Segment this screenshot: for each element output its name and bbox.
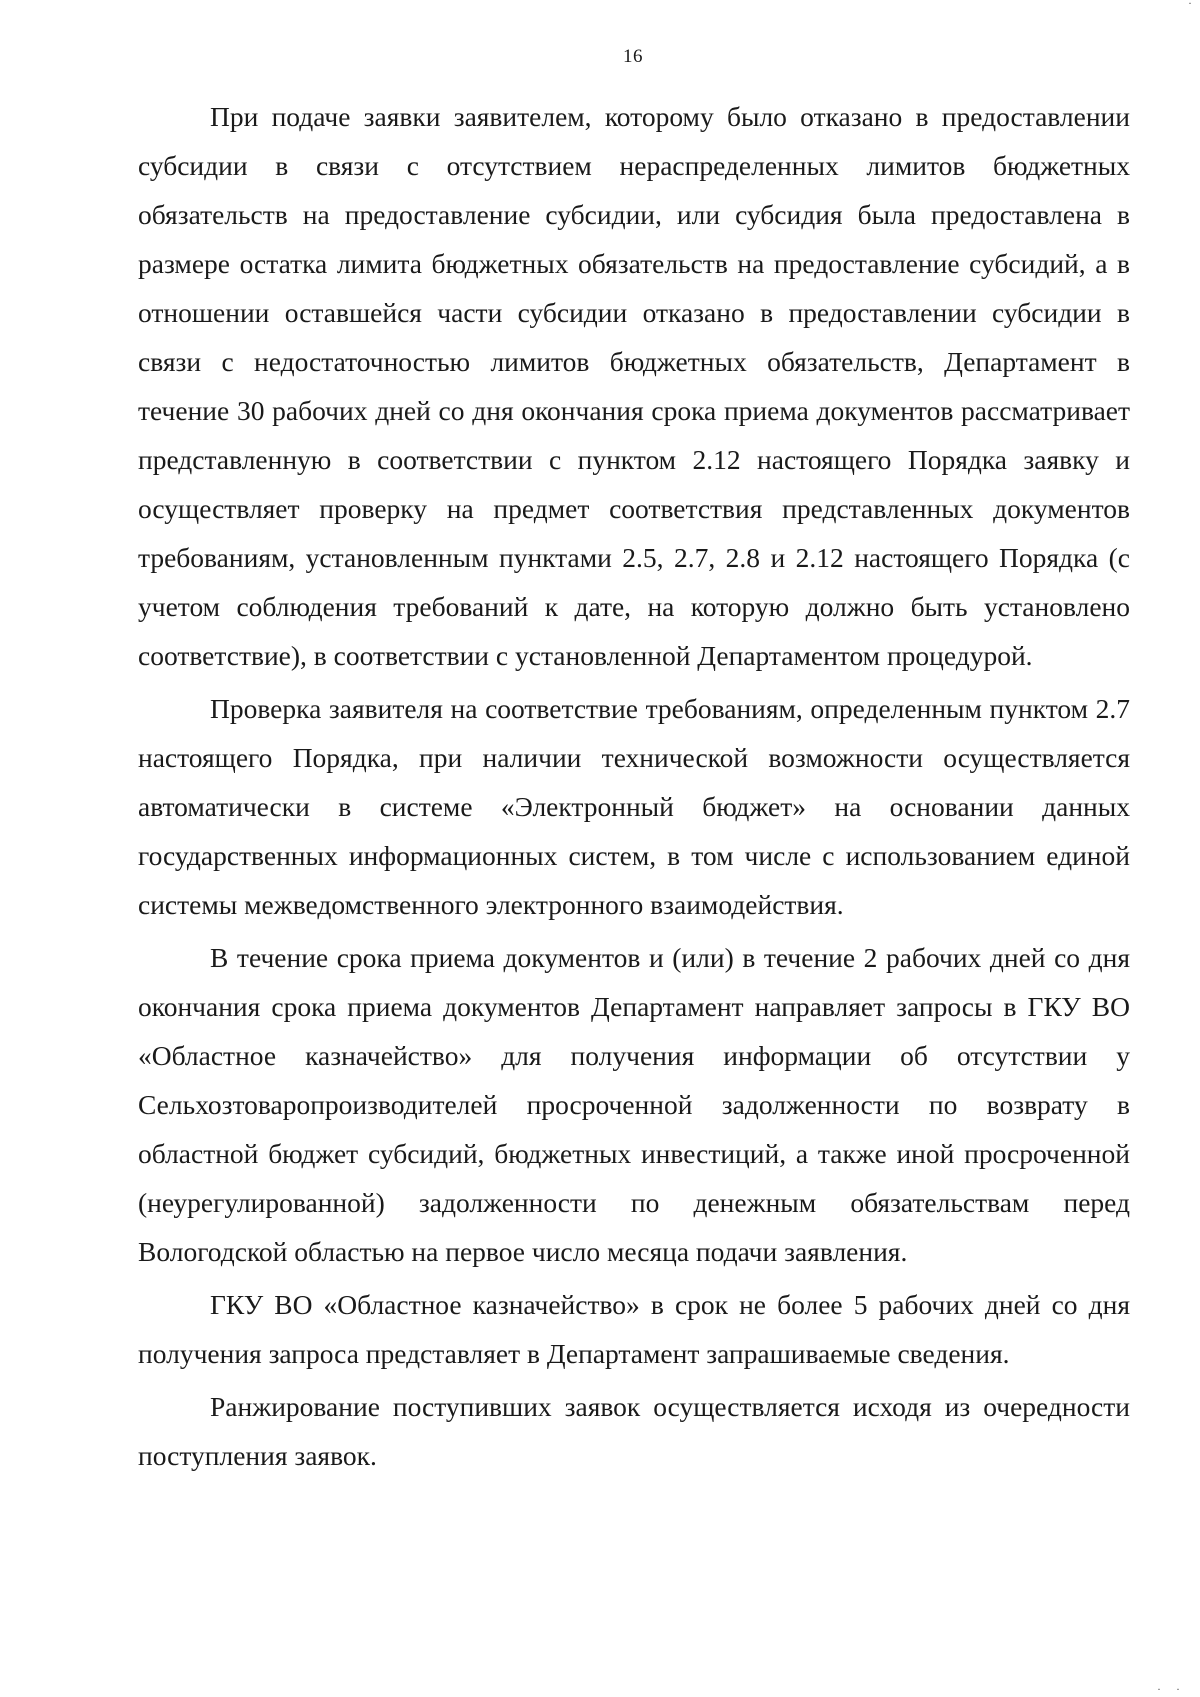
scan-artifact-top: ·	[1188, 0, 1192, 10]
paragraph-application-review: При подаче заявки заявителем, которому было отказано в предоставлении субсидии в связи с отсутствием нераспределенных лимитов бюджетных обязательств на предоставление субсидии, или субсидия была предоставлена в размере остатка лимита бюджетных обязательств на предоставление субсидий, а в отношении оставшейся части субсидии отказано в предоставлении субсидии в связи с недостаточностью лимитов бюджетных обязательств, Департамент в течение 30 рабочих дней со дня окончания срока приема документов рассматривает представленную в соответствии с пунктом 2.12 настоящего Порядка заявку и осуществляет проверку на предмет соответствия представленных документов требованиям, установленным пунктами 2.5, 2.7, 2.8 и 2.12 настоящего Порядка (с учетом соблюдения требований к дате, на которую должно быть установлено соответствие), в соответствии с установленной Департаментом процедурой.	[138, 101, 1130, 671]
paragraph-treasury-response: ГКУ ВО «Областное казначейство» в срок не более 5 рабочих дней со дня получения запроса представляет в Департамент запрашиваемые сведения.	[138, 1289, 1130, 1369]
paragraph-ranking: Ранжирование поступивших заявок осуществляется исходя из очередности поступления заявок.	[138, 1391, 1130, 1471]
page-number: 16	[623, 46, 643, 67]
document-body	[138, 92, 1130, 1484]
paragraph-treasury-request: В течение срока приема документов и (или) в течение 2 рабочих дней со дня окончания срока приема документов Департамент направляет запросы в ГКУ ВО «Областное казначейство» для получения информации об отсутствии у Сельхозтоваропроизводителей просроченной задолженности по возврату в областной бюджет субсидий, бюджетных инвестиций, а также иной просроченной (неурегулированной) задолженности по денежным обязательствам перед Вологодской областью на первое число месяца подачи заявления.	[138, 942, 1130, 1267]
scan-artifact-bottom: · ·	[1157, 1682, 1186, 1696]
paragraph-applicant-verification: Проверка заявителя на соответствие требованиям, определенным пунктом 2.7 настоящего Порядка, при наличии технической возможности осуществляется автоматически в системе «Электронный бюджет» на основании данных государственных информационных систем, в том числе с использованием единой системы межведомственного электронного взаимодействия.	[138, 693, 1130, 920]
